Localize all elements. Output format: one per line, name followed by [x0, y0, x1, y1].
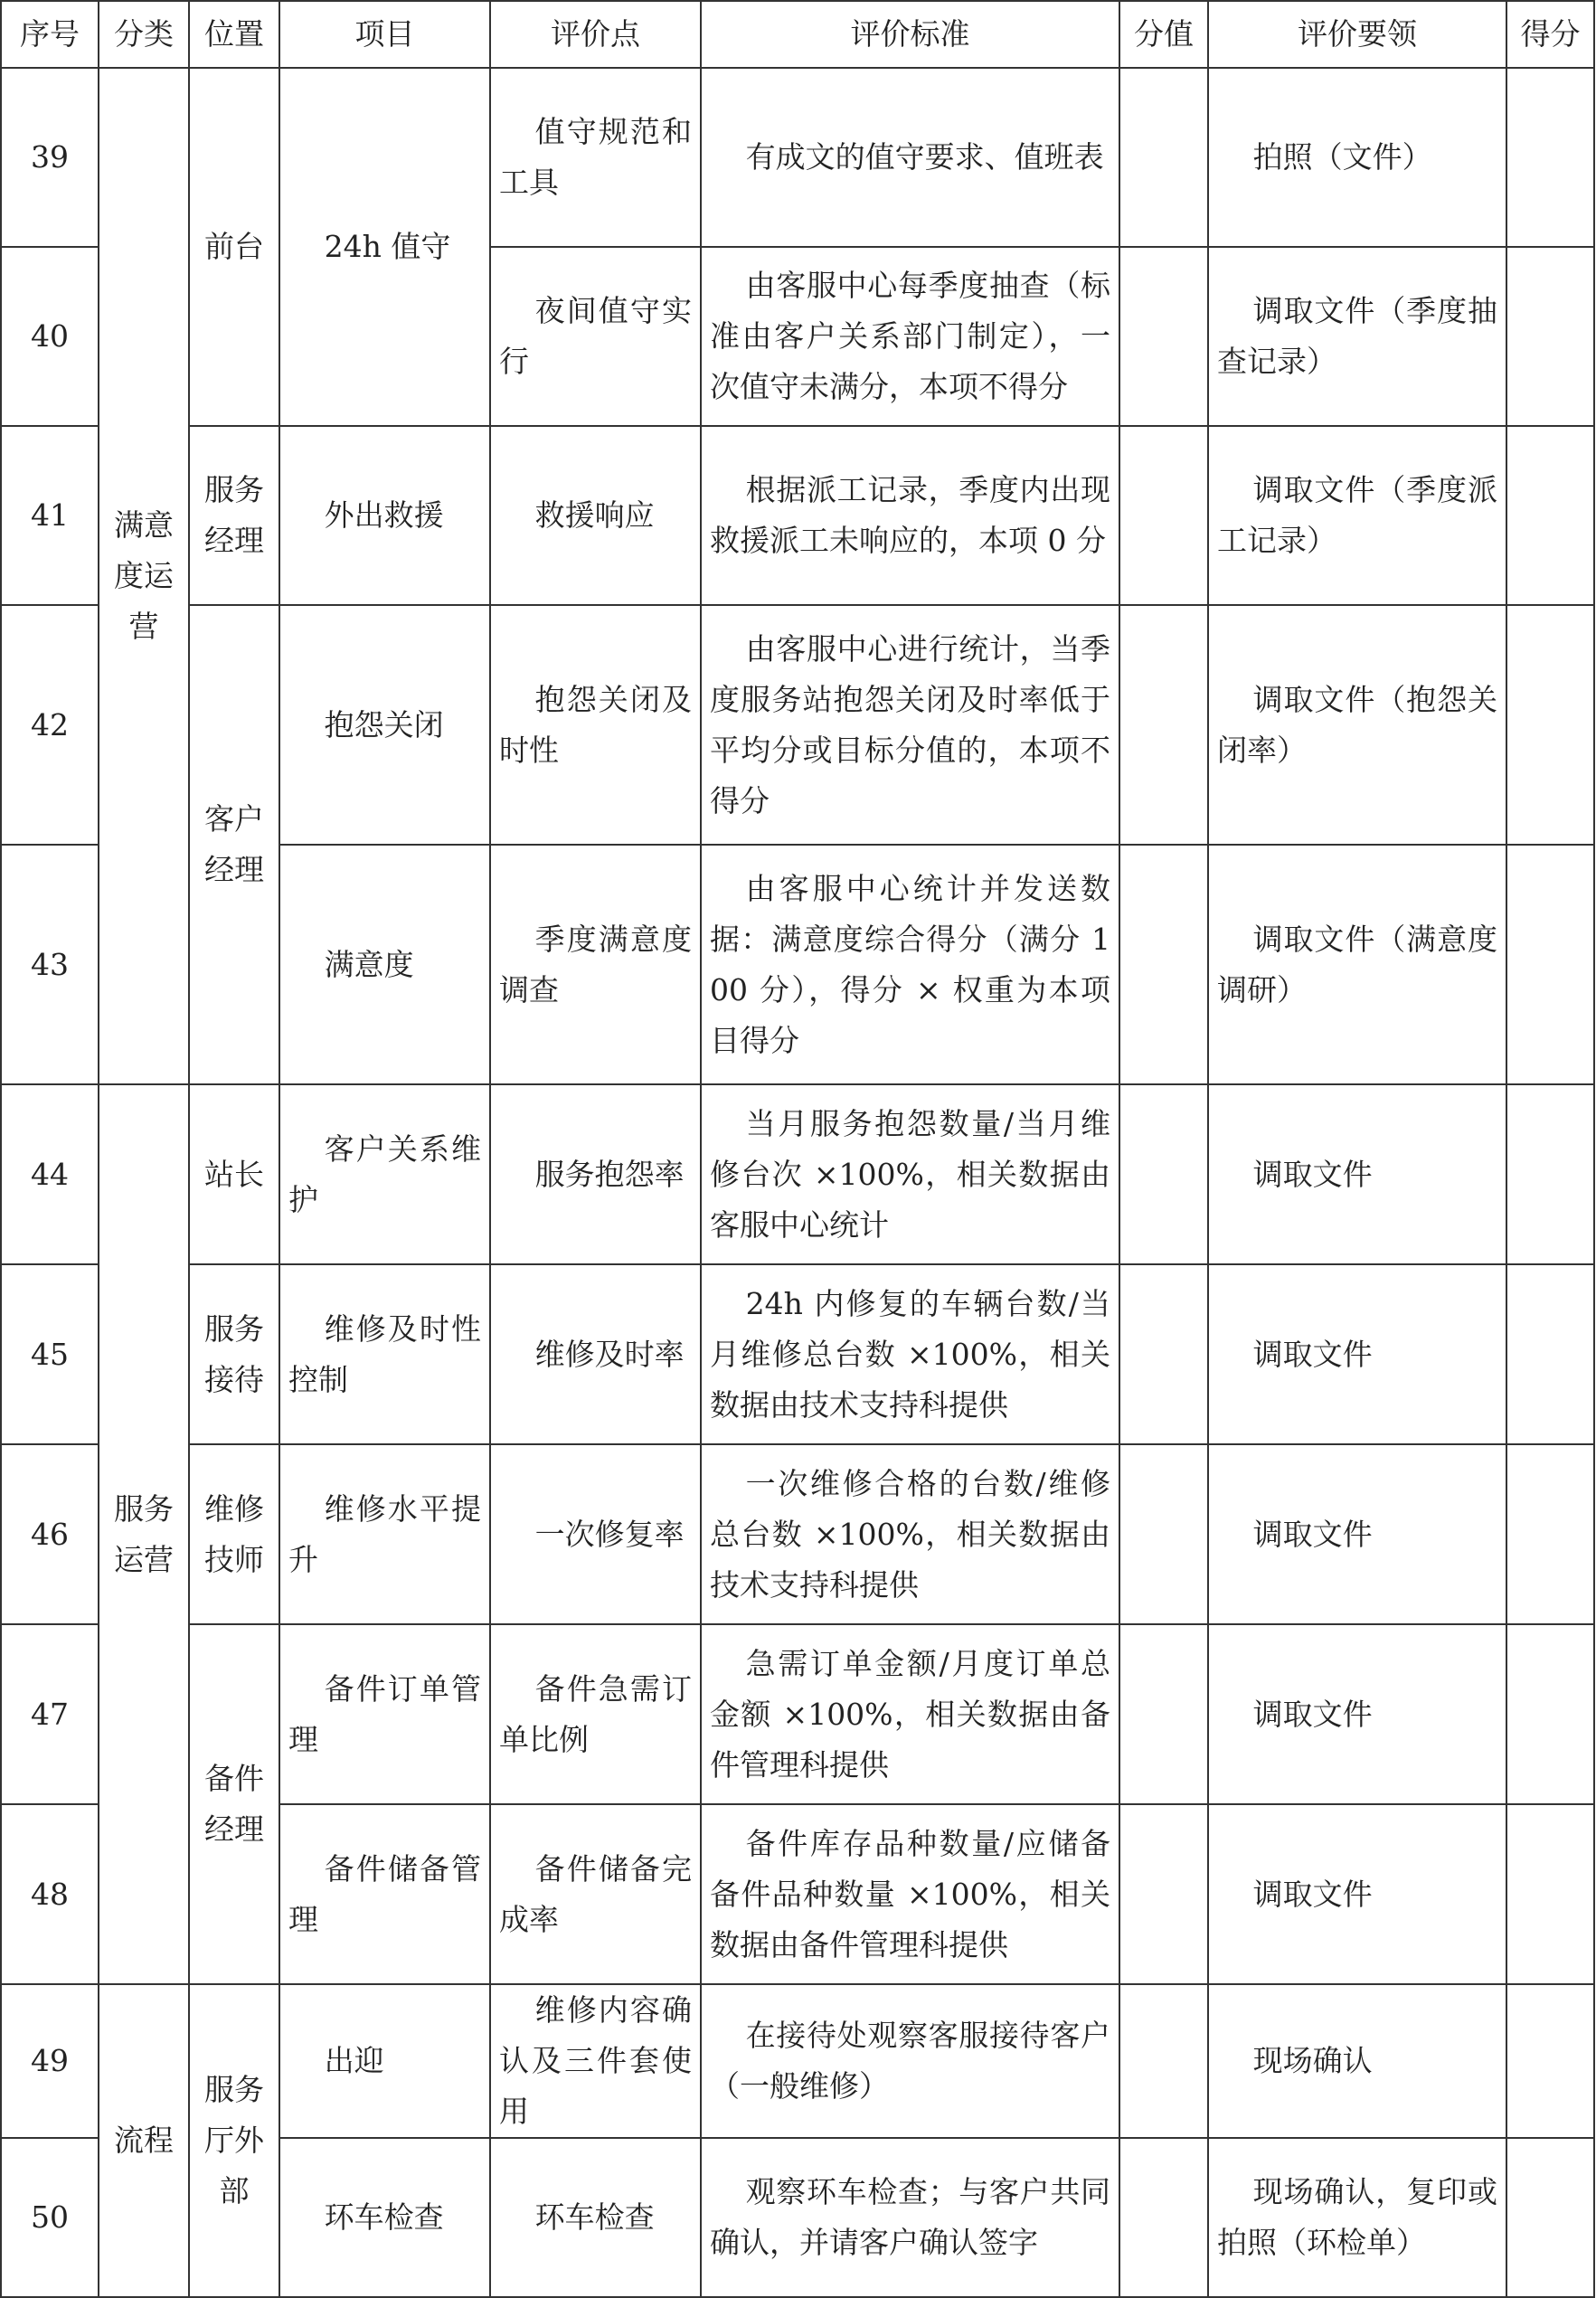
- got-cell: [1506, 1984, 1594, 2138]
- point-cell: 备件储备完成率: [490, 1804, 701, 1984]
- score-cell: [1119, 1084, 1208, 1264]
- method-cell: 调取文件: [1208, 1624, 1506, 1804]
- table-row: [1, 1084, 1594, 1264]
- row-no: 46: [1, 1444, 99, 1624]
- got-cell: [1506, 247, 1594, 426]
- got-cell: [1506, 845, 1594, 1084]
- item-cell: 外出救援: [279, 426, 490, 605]
- point-cell: 夜间值守实行: [490, 247, 701, 426]
- score-cell: [1119, 1444, 1208, 1624]
- got-cell: [1506, 1624, 1594, 1804]
- item-cell: 抱怨关闭: [279, 605, 490, 845]
- score-cell: [1119, 1624, 1208, 1804]
- position-cell: 服务厅外部: [189, 1984, 279, 2297]
- score-cell: [1119, 1984, 1208, 2138]
- method-cell: 调取文件: [1208, 1804, 1506, 1984]
- row-no: 45: [1, 1264, 99, 1444]
- row-no: 43: [1, 845, 99, 1084]
- score-cell: [1119, 68, 1208, 247]
- score-cell: [1119, 247, 1208, 426]
- position-cell: 服务经理: [189, 426, 279, 605]
- header-standard: 评价标准: [701, 1, 1119, 68]
- header-position: 位置: [189, 1, 279, 68]
- item-cell: 备件订单管理: [279, 1624, 490, 1804]
- point-cell: 环车检查: [490, 2138, 701, 2297]
- score-cell: [1119, 845, 1208, 1084]
- got-cell: [1506, 1264, 1594, 1444]
- method-cell: 调取文件（抱怨关闭率）: [1208, 605, 1506, 845]
- method-cell: 调取文件（季度抽查记录）: [1208, 247, 1506, 426]
- table-row: [1, 68, 1594, 247]
- point-cell: 备件急需订单比例: [490, 1624, 701, 1804]
- got-cell: [1506, 426, 1594, 605]
- standard-cell: 24h 内修复的车辆台数/当月维修总台数 ×100%，相关数据由技术支持科提供: [701, 1264, 1119, 1444]
- point-cell: 维修内容确认及三件套使用: [490, 1984, 701, 2138]
- row-no: 49: [1, 1984, 99, 2138]
- method-cell: 调取文件: [1208, 1084, 1506, 1264]
- header-point: 评价点: [490, 1, 701, 68]
- point-cell: 季度满意度调查: [490, 845, 701, 1084]
- score-cell: [1119, 2138, 1208, 2297]
- position-cell: 站长: [189, 1084, 279, 1264]
- table-row: [1, 426, 1594, 605]
- item-cell: 满意度: [279, 845, 490, 1084]
- position-cell: 备件经理: [189, 1624, 279, 1984]
- got-cell: [1506, 2138, 1594, 2297]
- score-cell: [1119, 426, 1208, 605]
- header-no: 序号: [1, 1, 99, 68]
- got-cell: [1506, 68, 1594, 247]
- item-cell: 客户关系维护: [279, 1084, 490, 1264]
- got-cell: [1506, 1084, 1594, 1264]
- item-cell: 24h 值守: [279, 68, 490, 426]
- row-no: 50: [1, 2138, 99, 2297]
- standard-cell: 备件库存品种数量/应储备备件品种数量 ×100%，相关数据由备件管理科提供: [701, 1804, 1119, 1984]
- method-cell: 调取文件: [1208, 1264, 1506, 1444]
- method-cell: 现场确认，复印或拍照（环检单）: [1208, 2138, 1506, 2297]
- header-category: 分类: [99, 1, 189, 68]
- table-row: [1, 1624, 1594, 1804]
- item-cell: 备件储备管理: [279, 1804, 490, 1984]
- header-row: [1, 1, 1594, 68]
- item-cell: 维修水平提升: [279, 1444, 490, 1624]
- point-cell: 值守规范和工具: [490, 68, 701, 247]
- standard-cell: 一次维修合格的台数/维修总台数 ×100%，相关数据由技术支持科提供: [701, 1444, 1119, 1624]
- row-no: 47: [1, 1624, 99, 1804]
- standard-cell: 当月服务抱怨数量/当月维修台次 ×100%，相关数据由客服中心统计: [701, 1084, 1119, 1264]
- table-row: [1, 1264, 1594, 1444]
- point-cell: 一次修复率: [490, 1444, 701, 1624]
- table-row: [1, 1444, 1594, 1624]
- standard-cell: 由客服中心统计并发送数据：满意度综合得分（满分 100 分），得分 × 权重为本项目得分: [701, 845, 1119, 1084]
- method-cell: 现场确认: [1208, 1984, 1506, 2138]
- standard-cell: 急需订单金额/月度订单总金额 ×100%，相关数据由备件管理科提供: [701, 1624, 1119, 1804]
- item-cell: 环车检查: [279, 2138, 490, 2297]
- row-no: 48: [1, 1804, 99, 1984]
- point-cell: 抱怨关闭及时性: [490, 605, 701, 845]
- header-item: 项目: [279, 1, 490, 68]
- item-cell: 出迎: [279, 1984, 490, 2138]
- score-cell: [1119, 1804, 1208, 1984]
- category-cell: 服务运营: [99, 1084, 189, 1984]
- standard-cell: 由客服中心每季度抽查（标准由客户关系部门制定），一次值守未满分，本项不得分: [701, 247, 1119, 426]
- got-cell: [1506, 1444, 1594, 1624]
- point-cell: 救援响应: [490, 426, 701, 605]
- standard-cell: 在接待处观察客服接待客户（一般维修）: [701, 1984, 1119, 2138]
- got-cell: [1506, 605, 1594, 845]
- score-cell: [1119, 605, 1208, 845]
- header-score: 分值: [1119, 1, 1208, 68]
- header-got: 得分: [1506, 1, 1594, 68]
- standard-cell: 有成文的值守要求、值班表: [701, 68, 1119, 247]
- position-cell: 客户经理: [189, 605, 279, 1084]
- point-cell: 服务抱怨率: [490, 1084, 701, 1264]
- got-cell: [1506, 1804, 1594, 1984]
- method-cell: 调取文件（满意度调研）: [1208, 845, 1506, 1084]
- row-no: 40: [1, 247, 99, 426]
- point-cell: 维修及时率: [490, 1264, 701, 1444]
- table-row: [1, 1984, 1594, 2138]
- position-cell: 服务接待: [189, 1264, 279, 1444]
- item-cell: 维修及时性控制: [279, 1264, 490, 1444]
- position-cell: 前台: [189, 68, 279, 426]
- method-cell: 调取文件（季度派工记录）: [1208, 426, 1506, 605]
- row-no: 44: [1, 1084, 99, 1264]
- method-cell: 拍照（文件）: [1208, 68, 1506, 247]
- method-cell: 调取文件: [1208, 1444, 1506, 1624]
- row-no: 42: [1, 605, 99, 845]
- row-no: 39: [1, 68, 99, 247]
- score-cell: [1119, 1264, 1208, 1444]
- category-cell: 流程: [99, 1984, 189, 2297]
- standard-cell: 观察环车检查；与客户共同确认，并请客户确认签字: [701, 2138, 1119, 2297]
- table-row: [1, 605, 1594, 845]
- row-no: 41: [1, 426, 99, 605]
- standard-cell: 由客服中心进行统计，当季度服务站抱怨关闭及时率低于平均分或目标分值的，本项不得分: [701, 605, 1119, 845]
- category-cell: 满意度运营: [99, 68, 189, 1084]
- standard-cell: 根据派工记录，季度内出现救援派工未响应的，本项 0 分: [701, 426, 1119, 605]
- header-method: 评价要领: [1208, 1, 1506, 68]
- position-cell: 维修技师: [189, 1444, 279, 1624]
